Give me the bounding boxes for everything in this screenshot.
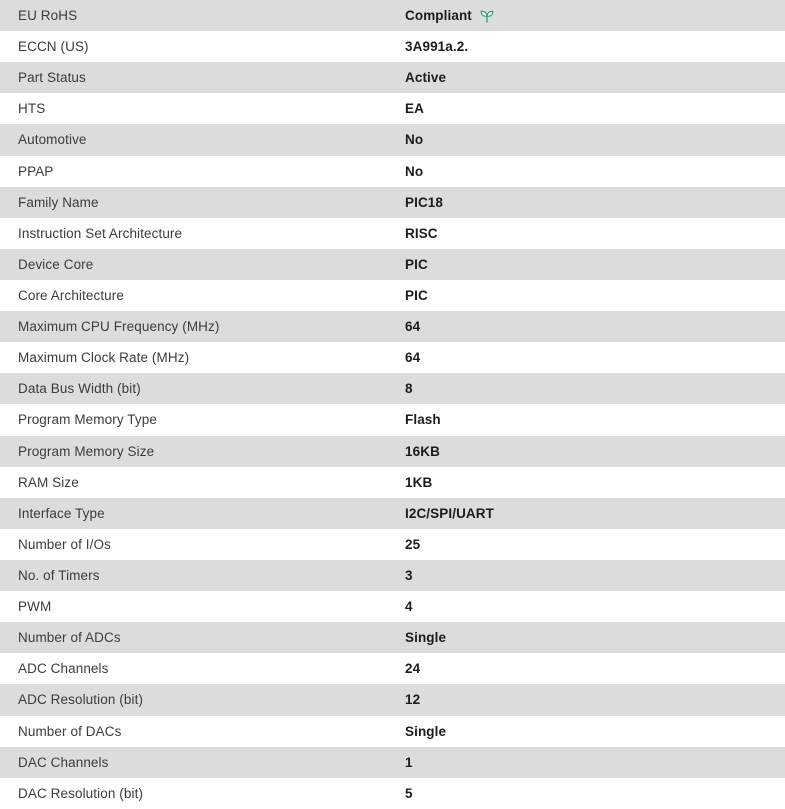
- spec-attribute-label: EU RoHS: [18, 8, 78, 24]
- spec-value-text: PIC: [405, 288, 428, 304]
- spec-row: [0, 31, 785, 62]
- spec-attribute-value: [405, 226, 785, 241]
- spec-attribute-label: PWM: [18, 599, 52, 615]
- spec-attribute-label: Core Architecture: [18, 288, 124, 304]
- spec-value-text: 64: [405, 350, 421, 366]
- spec-value-text: No: [405, 132, 424, 148]
- spec-attribute-value: [405, 132, 785, 147]
- spec-row: [0, 342, 785, 373]
- spec-value-text: 3: [405, 568, 413, 584]
- spec-value-text: Compliant: [405, 8, 472, 24]
- spec-value-text: 24: [405, 661, 421, 677]
- spec-value-text: 1KB: [405, 474, 433, 490]
- spec-attribute-label: Family Name: [18, 194, 99, 210]
- spec-attribute-value: [405, 101, 785, 116]
- spec-row: [0, 311, 785, 342]
- spec-value-text: Active: [405, 70, 447, 86]
- spec-attribute-value: [405, 412, 785, 427]
- spec-value-text: 16KB: [405, 443, 440, 459]
- spec-row: [0, 778, 785, 809]
- spec-row: [0, 124, 785, 155]
- spec-value-text: 5: [405, 785, 413, 801]
- spec-row: [0, 653, 785, 684]
- spec-attribute-label: ECCN (US): [18, 39, 89, 55]
- spec-value-text: EA: [405, 101, 424, 117]
- spec-attribute-label: DAC Resolution (bit): [18, 785, 144, 801]
- spec-attribute-label: Instruction Set Architecture: [18, 225, 183, 241]
- spec-row: [0, 93, 785, 124]
- spec-row: [0, 373, 785, 404]
- spec-value-text: RISC: [405, 225, 438, 241]
- spec-attribute-label: Number of I/Os: [18, 536, 111, 552]
- spec-row: [0, 280, 785, 311]
- spec-row: [0, 622, 785, 653]
- spec-value-text: 12: [405, 692, 421, 708]
- spec-attribute-label: Program Memory Type: [18, 412, 157, 428]
- spec-attribute-label: ADC Resolution (bit): [18, 692, 144, 708]
- spec-value-text: Flash: [405, 412, 441, 428]
- spec-attribute-value: [405, 381, 785, 396]
- spec-attribute-value: [405, 599, 785, 614]
- spec-attribute-label: Automotive: [18, 132, 87, 148]
- spec-attribute-value: [405, 630, 785, 645]
- spec-value-text: 25: [405, 536, 421, 552]
- spec-attribute-label: Device Core: [18, 256, 94, 272]
- spec-row: [0, 684, 785, 715]
- spec-attribute-value: [405, 319, 785, 334]
- spec-row: [0, 716, 785, 747]
- spec-row: [0, 591, 785, 622]
- spec-row: [0, 529, 785, 560]
- spec-row: [0, 62, 785, 93]
- spec-value-text: I2C/SPI/UART: [405, 505, 494, 521]
- spec-attribute-value: [405, 475, 785, 490]
- spec-row: [0, 187, 785, 218]
- spec-value-text: 4: [405, 599, 413, 615]
- spec-attribute-value: [405, 195, 785, 210]
- spec-row: [0, 249, 785, 280]
- spec-attribute-label: DAC Channels: [18, 754, 109, 770]
- spec-value-text: 8: [405, 381, 413, 397]
- rohs-leaf-icon[interactable]: [479, 9, 495, 23]
- spec-attribute-value: [405, 70, 785, 85]
- spec-attribute-label: Maximum CPU Frequency (MHz): [18, 319, 220, 335]
- spec-value-text: Single: [405, 723, 447, 739]
- spec-value-text: PIC18: [405, 194, 444, 210]
- spec-attribute-label: Program Memory Size: [18, 443, 155, 459]
- spec-attribute-label: Part Status: [18, 70, 86, 86]
- spec-attribute-label: Data Bus Width (bit): [18, 381, 141, 397]
- spec-attribute-value: [405, 257, 785, 272]
- spec-attribute-label: ADC Channels: [18, 661, 109, 677]
- spec-value-text: 1: [405, 754, 413, 770]
- spec-attribute-value: [405, 444, 785, 459]
- spec-row: [0, 560, 785, 591]
- spec-attribute-label: Maximum Clock Rate (MHz): [18, 350, 190, 366]
- spec-attribute-label: RAM Size: [18, 474, 79, 490]
- spec-attribute-label: HTS: [18, 101, 46, 117]
- spec-row: [0, 498, 785, 529]
- spec-attribute-value: [405, 350, 785, 365]
- spec-attribute-value: [405, 8, 785, 23]
- spec-attribute-value: [405, 724, 785, 739]
- spec-row: [0, 404, 785, 435]
- spec-value-text: 64: [405, 319, 421, 335]
- spec-value-text: 3A991a.2.: [405, 39, 469, 55]
- spec-row: [0, 0, 785, 31]
- spec-value-text: PIC: [405, 256, 428, 272]
- spec-attribute-value: [405, 755, 785, 770]
- spec-value-text: Single: [405, 630, 447, 646]
- spec-attribute-value: [405, 288, 785, 303]
- spec-row: [0, 218, 785, 249]
- spec-row: [0, 436, 785, 467]
- spec-attribute-value: [405, 661, 785, 676]
- spec-row: [0, 467, 785, 498]
- spec-attribute-value: [405, 164, 785, 179]
- spec-attribute-value: [405, 39, 785, 54]
- spec-attribute-label: PPAP: [18, 163, 54, 179]
- spec-attribute-label: Number of ADCs: [18, 630, 121, 646]
- spec-attribute-value: [405, 568, 785, 583]
- spec-value-text: No: [405, 163, 424, 179]
- spec-attribute-value: [405, 506, 785, 521]
- spec-attribute-label: Interface Type: [18, 505, 105, 521]
- spec-attribute-value: [405, 537, 785, 552]
- spec-attribute-label: Number of DACs: [18, 723, 122, 739]
- spec-attribute-value: [405, 786, 785, 801]
- spec-attribute-value: [405, 692, 785, 707]
- spec-row: [0, 747, 785, 778]
- spec-attribute-label: No. of Timers: [18, 568, 100, 584]
- spec-row: [0, 156, 785, 187]
